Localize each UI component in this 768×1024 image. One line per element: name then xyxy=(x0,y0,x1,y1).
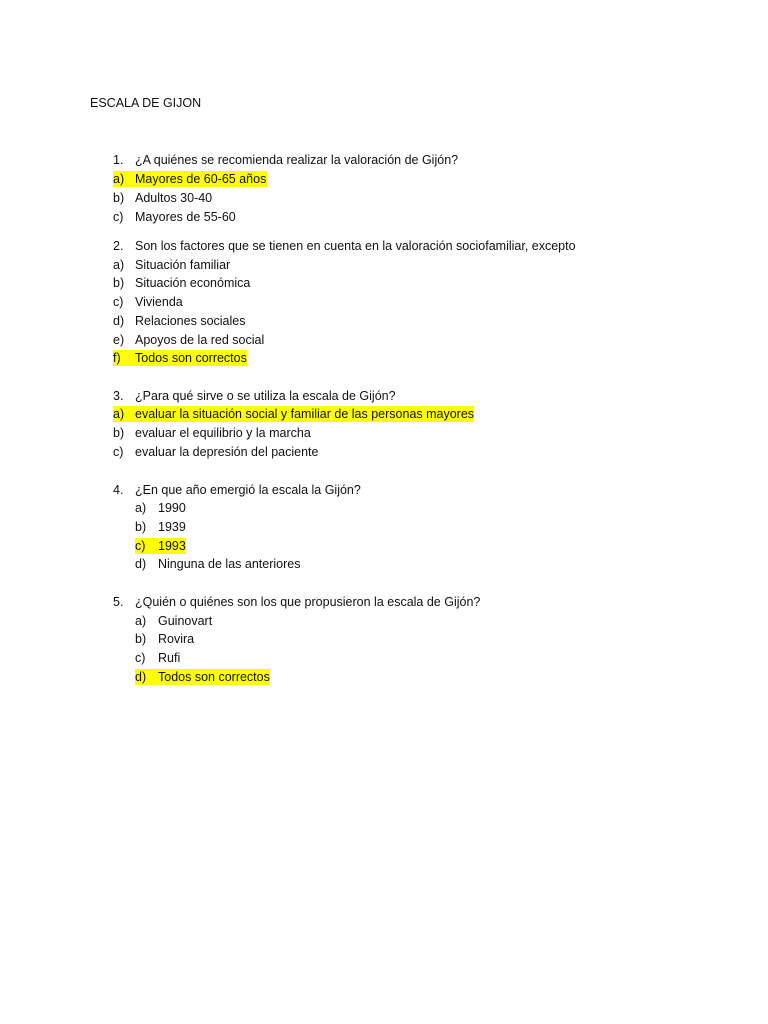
answer-option xyxy=(135,499,335,517)
option-letter: f) xyxy=(113,351,121,365)
option-letter: c) xyxy=(135,539,146,553)
question-number: 4. xyxy=(113,483,124,497)
option-text: Todos son correctos xyxy=(135,351,247,365)
answer-option xyxy=(113,293,313,311)
option-text: evaluar la situación social y familiar de las personas mayores xyxy=(135,407,475,421)
option-letter: b) xyxy=(135,520,147,534)
answer-option xyxy=(135,555,385,573)
question-text: ¿A quiénes se recomienda realizar la valoración de Gijón? xyxy=(135,153,459,167)
answer-option xyxy=(113,424,413,442)
option-letter: d) xyxy=(135,557,147,571)
answer-option xyxy=(113,189,313,207)
option-text: 1993 xyxy=(158,539,186,553)
option-letter: c) xyxy=(113,210,124,224)
answer-option-correct xyxy=(113,349,313,367)
option-letter: a) xyxy=(135,501,147,515)
question-number: 3. xyxy=(113,389,124,403)
option-letter: a) xyxy=(113,172,125,186)
option-text: evaluar el equilibrio y la marcha xyxy=(135,426,311,440)
question-text: ¿Para qué sirve o se utiliza la escala de Gijón? xyxy=(135,389,396,403)
question-3 xyxy=(113,387,513,405)
answer-option-correct xyxy=(113,170,313,188)
option-text: evaluar la depresión del paciente xyxy=(135,445,319,459)
option-letter: a) xyxy=(113,407,125,421)
question-2 xyxy=(113,237,633,255)
option-text: Apoyos de la red social xyxy=(135,333,265,347)
option-text: Ninguna de las anteriores xyxy=(158,557,301,571)
option-text: Mayores de 60-65 años xyxy=(135,172,267,186)
question-text: ¿Quién o quiénes son los que propusieron la escala de Gijón? xyxy=(135,595,481,609)
question-number: 5. xyxy=(113,595,124,609)
option-text: Relaciones sociales xyxy=(135,314,246,328)
option-letter: d) xyxy=(113,314,125,328)
answer-option-correct xyxy=(135,668,335,686)
option-text: Guinovart xyxy=(158,614,213,628)
question-number: 1. xyxy=(113,153,124,167)
option-letter: e) xyxy=(113,333,125,347)
option-letter: d) xyxy=(135,670,147,684)
option-text: 1939 xyxy=(158,520,186,534)
answer-option xyxy=(113,443,413,461)
answer-option xyxy=(113,312,313,330)
question-4 xyxy=(113,481,513,499)
option-text: Situación familiar xyxy=(135,258,231,272)
option-letter: b) xyxy=(135,632,147,646)
question-text: Son los factores que se tienen en cuenta en la valoración sociofamiliar, excepto xyxy=(135,239,576,253)
option-text: Rovira xyxy=(158,632,195,646)
option-letter: b) xyxy=(113,426,125,440)
answer-option-correct xyxy=(135,537,335,555)
question-text: ¿En que año emergió la escala la Gijón? xyxy=(135,483,361,497)
option-letter: b) xyxy=(113,276,125,290)
answer-option xyxy=(113,256,313,274)
question-1 xyxy=(113,151,513,169)
document-title: ESCALA DE GIJON xyxy=(90,96,202,110)
answer-option xyxy=(135,518,335,536)
option-letter: b) xyxy=(113,191,125,205)
option-letter: c) xyxy=(113,445,124,459)
answer-option xyxy=(113,208,313,226)
option-text: Mayores de 55-60 xyxy=(135,210,236,224)
answer-option xyxy=(135,612,335,630)
option-letter: a) xyxy=(113,258,125,272)
option-text: Situación económica xyxy=(135,276,251,290)
option-text: Vivienda xyxy=(135,295,183,309)
answer-option xyxy=(113,274,313,292)
option-text: Todos son correctos xyxy=(158,670,270,684)
option-text: 1990 xyxy=(158,501,186,515)
question-5 xyxy=(113,593,533,611)
answer-option xyxy=(135,649,335,667)
answer-option-correct xyxy=(113,405,513,423)
option-letter: c) xyxy=(113,295,124,309)
option-text: Rufi xyxy=(158,651,181,665)
question-number: 2. xyxy=(113,239,124,253)
answer-option xyxy=(113,331,313,349)
option-text: Adultos 30-40 xyxy=(135,191,213,205)
option-letter: c) xyxy=(135,651,146,665)
option-letter: a) xyxy=(135,614,147,628)
answer-option xyxy=(135,630,335,648)
